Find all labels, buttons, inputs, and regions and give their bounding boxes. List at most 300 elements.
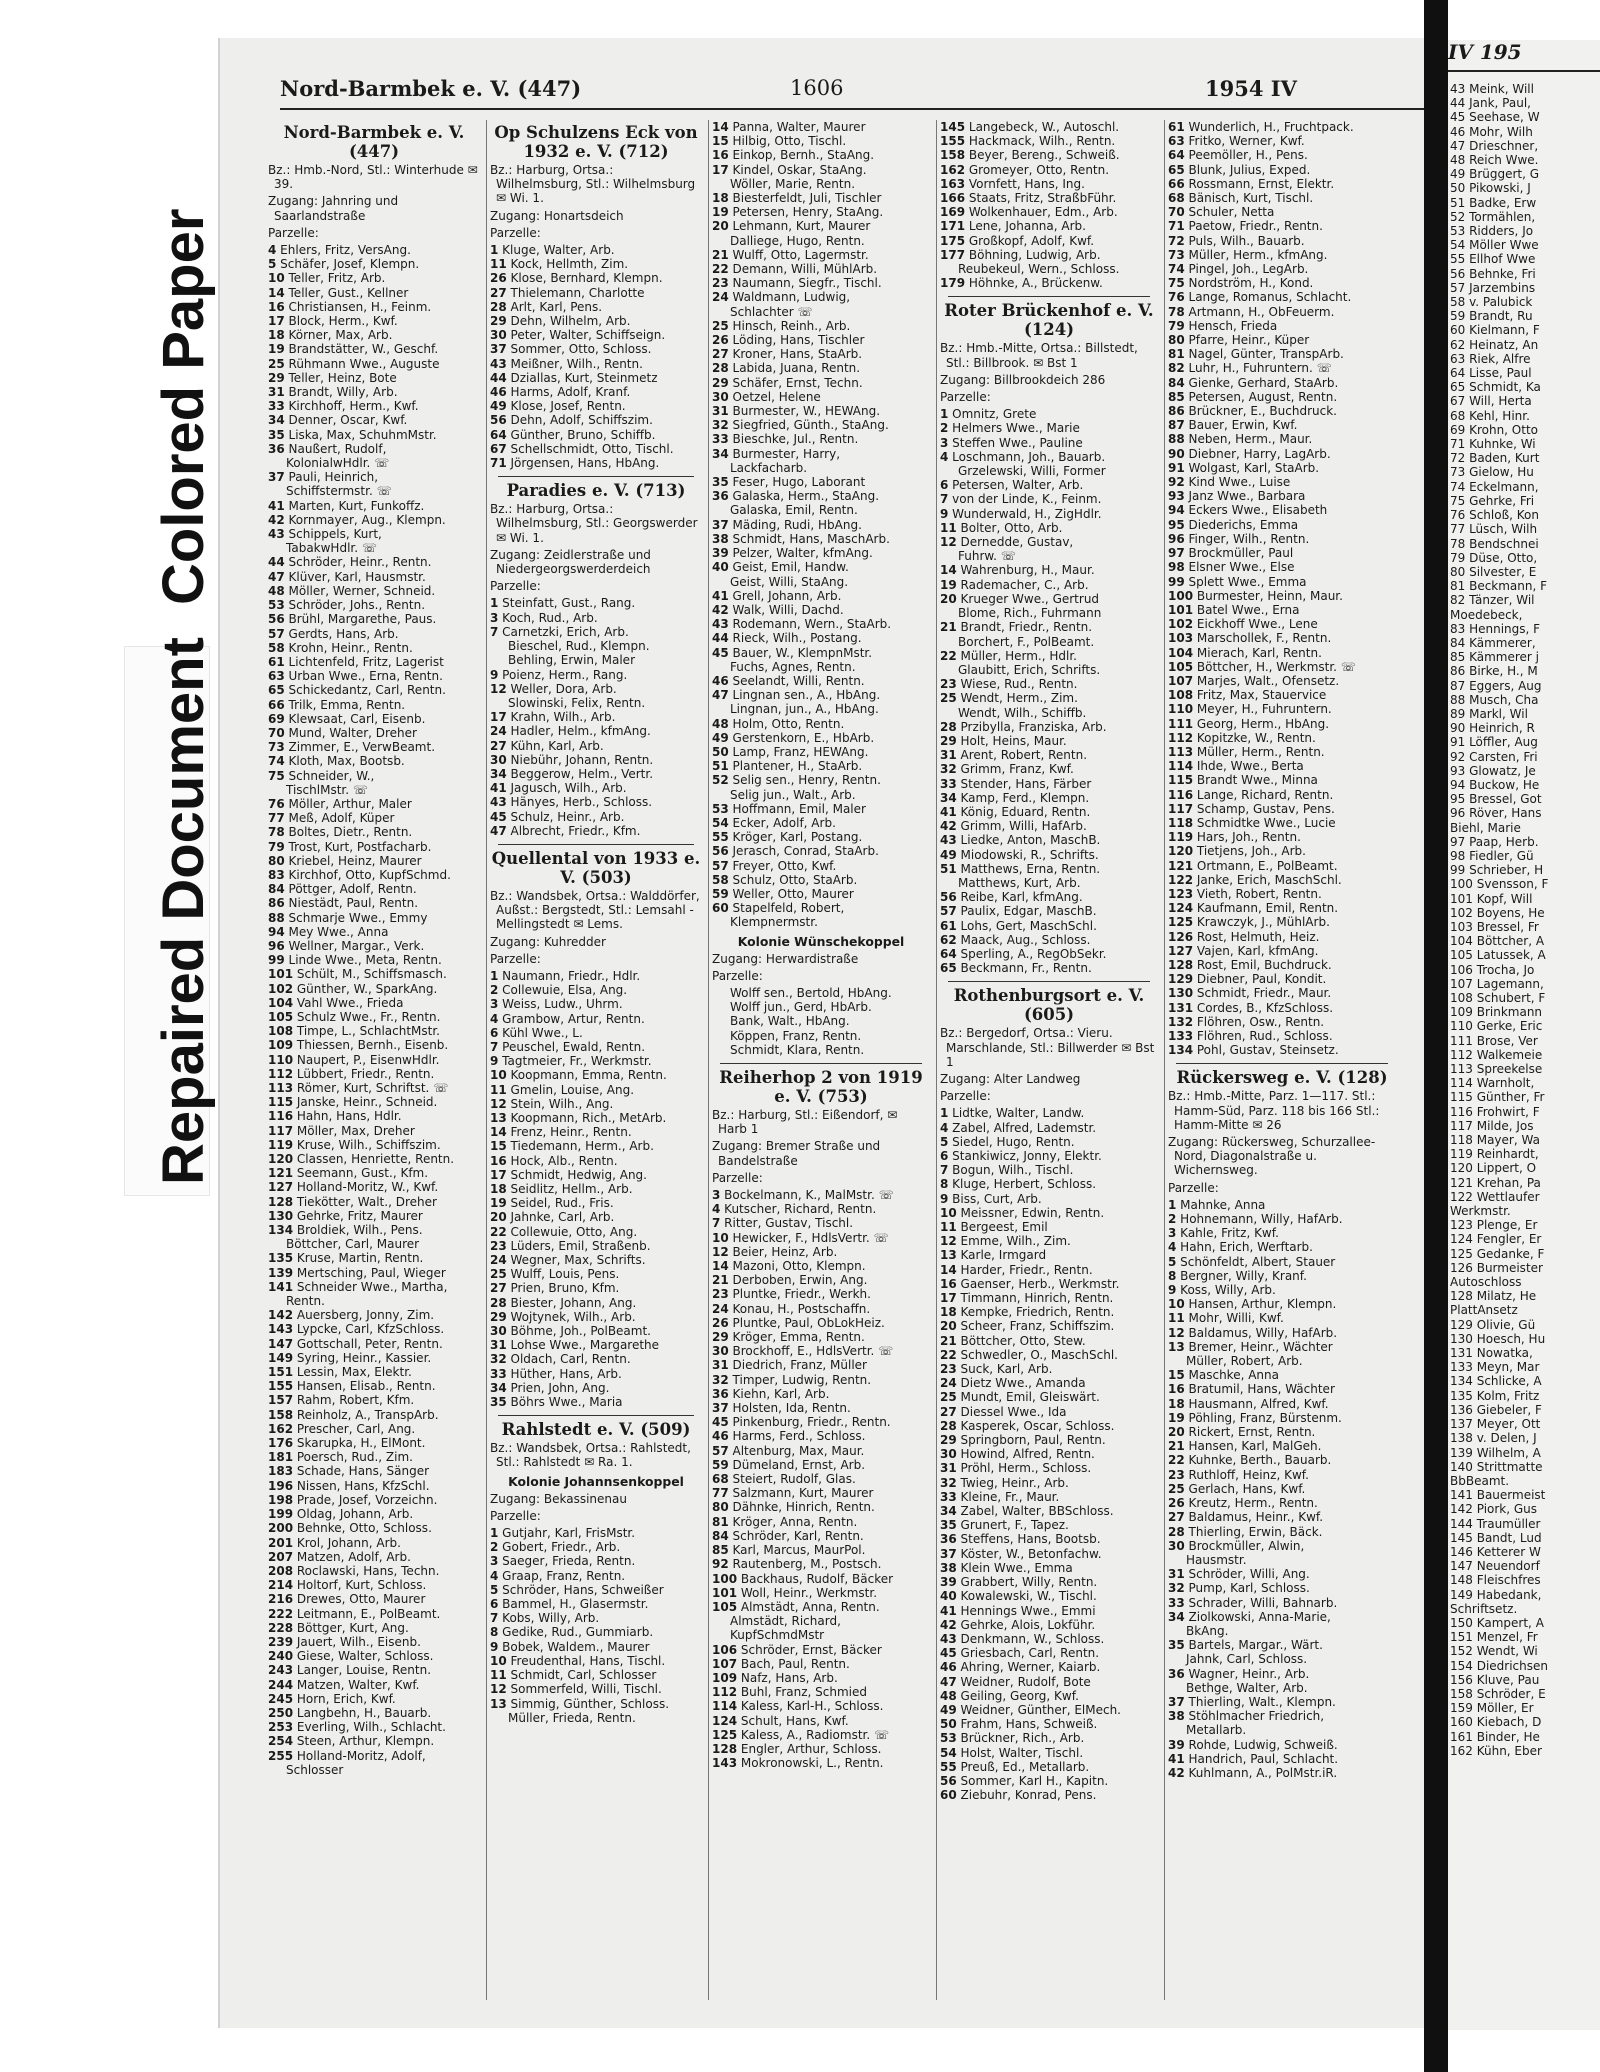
- plot-number: 79: [268, 839, 285, 854]
- occupant-text: Dümeland, Ernst, Arb.: [728, 1457, 866, 1472]
- list-item: [712, 901, 930, 915]
- list-item: [490, 1182, 702, 1196]
- plot-number: 76: [268, 796, 285, 811]
- plot-number: 27: [1168, 1510, 1185, 1525]
- occupant-text: Kornmayer, Aug., Klempn.: [284, 512, 446, 527]
- list-item: 137 Meyer, Ott: [1450, 1417, 1541, 1432]
- list-item: [268, 1038, 480, 1052]
- plot-number: 43: [940, 1631, 957, 1646]
- plot-number: 64: [490, 427, 507, 442]
- plot-number: 41: [940, 804, 957, 819]
- list-item: 72 Baden, Kurt: [1450, 451, 1540, 466]
- occupant-text: Wendt, Herm., Zim.: [956, 691, 1078, 706]
- list-item: [1168, 148, 1396, 162]
- plot-number: 2: [940, 421, 949, 436]
- list-item: [712, 276, 930, 290]
- plot-number: 124: [712, 1713, 738, 1728]
- occupant-text: Schäfer, Ernst, Techn.: [728, 375, 863, 390]
- list-item: [712, 1330, 930, 1344]
- plot-number: 29: [490, 1309, 507, 1324]
- occupant-text: Lohse Wwe., Margarethe: [506, 1338, 660, 1353]
- occupant-text: Bauer, W., KlempnMstr.: [728, 645, 873, 660]
- plot-number: 121: [268, 1166, 294, 1181]
- plot-number: 26: [712, 1315, 729, 1330]
- plot-number: 55: [940, 1759, 957, 1774]
- occupant-text: Everling, Wilh., Schlacht.: [293, 1720, 446, 1735]
- list-item: [712, 1231, 930, 1245]
- plot-number: 81: [712, 1514, 729, 1529]
- plot-number: 42: [268, 512, 285, 527]
- list-item: [712, 816, 930, 830]
- occupant-text: Hensch, Frieda: [1184, 318, 1278, 333]
- plot-number: 151: [268, 1365, 294, 1380]
- list-item: [940, 1334, 1158, 1348]
- occupant-text: Siedel, Hugo, Rentn.: [948, 1134, 1075, 1149]
- occupant-text: Schmidt, Carl, Schlosser: [506, 1668, 657, 1683]
- occupant-text: Dähnke, Hinrich, Rentn.: [728, 1500, 875, 1515]
- occupant-text: Maschke, Anna: [1184, 1368, 1279, 1383]
- plot-number: 38: [940, 1560, 957, 1575]
- list-item: [490, 1395, 702, 1409]
- list-item: [712, 1216, 930, 1230]
- list-item: [712, 361, 930, 375]
- list-item: [268, 1251, 480, 1265]
- list-item: [1168, 688, 1396, 702]
- occupant-text: Koss, Willy, Arb.: [1176, 1283, 1276, 1298]
- list-item: [940, 1717, 1158, 1731]
- occupant-text: Mierach, Karl, Rentn.: [1193, 645, 1322, 660]
- plot-number: 23: [1168, 1467, 1185, 1482]
- plot-number: 9: [1168, 1283, 1177, 1298]
- plot-number: 26: [490, 271, 507, 286]
- occupant-text: Löding, Hans, Tischler: [728, 333, 865, 348]
- plot-number: 55: [712, 830, 729, 845]
- occupant-text: Wunderlich, H., Fruchtpack.: [1184, 120, 1354, 134]
- occupant-text: Janke, Erich, MaschSchl.: [1193, 872, 1342, 887]
- plot-number: 133: [1168, 1029, 1194, 1043]
- list-item: [490, 413, 702, 427]
- occupant-text: Naumann, Siegfr., Tischl.: [728, 276, 882, 291]
- list-item: [712, 1500, 930, 1514]
- plot-number: 64: [1168, 148, 1185, 163]
- list-item: [940, 1689, 1158, 1703]
- list-item: 55 Ellhof Wwe: [1450, 252, 1536, 267]
- occupant-text: Kuhlmann, A., PolMstr.iR.: [1184, 1765, 1338, 1780]
- occupant-text: Grimm, Willi, HafArb.: [956, 819, 1087, 834]
- list-item: 80 Silvester, E: [1450, 564, 1537, 579]
- list-item: [712, 1444, 930, 1458]
- occupant-text: Geist, Emil, Handw.: [728, 560, 849, 575]
- occupant-text: Kloth, Max, Bootsb.: [284, 754, 405, 769]
- list-item: 115 Günther, Fr: [1450, 1090, 1545, 1105]
- list-item: [268, 584, 480, 598]
- list-item: 64 Lisse, Paul: [1450, 366, 1532, 381]
- plot-number: 105: [268, 1009, 294, 1024]
- plot-number: 22: [1168, 1453, 1185, 1468]
- occupant-text: Kempke, Friedrich, Rentn.: [956, 1305, 1115, 1320]
- occupant-text: Schröder, Willi, Ang.: [1184, 1567, 1310, 1582]
- list-item: [268, 1564, 480, 1578]
- occupant-text: Engler, Arthur, Schloss.: [737, 1741, 882, 1756]
- plot-number: 25: [1168, 1481, 1185, 1496]
- occupant-text: Böhme, Joh., PolBeamt.: [506, 1324, 651, 1339]
- occupant-text: Gienke, Gerhard, StaArb.: [1184, 375, 1339, 390]
- list-item: [1168, 1596, 1396, 1610]
- occupant-text: Prescher, Carl, Ang.: [293, 1421, 416, 1436]
- plot-number: 100: [712, 1571, 738, 1586]
- list-item: 65 Schmidt, Ka: [1450, 380, 1541, 395]
- plot-number: 73: [268, 740, 285, 755]
- plot-number: 39: [712, 546, 729, 561]
- occupant-text: Geiling, Georg, Kwf.: [956, 1688, 1079, 1703]
- plot-number: 59: [712, 1457, 729, 1472]
- plot-number: 31: [490, 1338, 507, 1353]
- list-item: [712, 1259, 930, 1273]
- list-item: [1168, 191, 1396, 205]
- list-item: [268, 1152, 480, 1166]
- list-item: [268, 328, 480, 342]
- list-item: [712, 773, 930, 787]
- section-info: Bz.: Harburg, Stl.: Eißendorf, ✉ Harb 1: [712, 1108, 898, 1137]
- occupant-text: Fritko, Werner, Kwf.: [1184, 134, 1305, 149]
- plot-number: 3: [490, 997, 499, 1012]
- plot-number: 23: [490, 1238, 507, 1253]
- occupant-text: Carnetzki, Erich, Arb.: [498, 624, 629, 639]
- occupant-text: Boltes, Dietr., Rentn.: [284, 825, 413, 840]
- plot-number: 53: [940, 1731, 957, 1746]
- plot-number: 64: [940, 946, 957, 961]
- list-item: [1168, 163, 1396, 177]
- plot-number: 32: [940, 1475, 957, 1490]
- list-item: [940, 961, 1158, 975]
- plot-number: 177: [940, 247, 966, 262]
- list-item: [490, 1040, 702, 1054]
- plot-number: 32: [1168, 1581, 1185, 1596]
- list-item: [490, 328, 702, 342]
- plot-number: 45: [712, 645, 729, 660]
- list-item: 89 Markl, Wil: [1450, 706, 1528, 721]
- list-item: [1168, 986, 1396, 1000]
- occupant-text: Kruse, Martin, Rentn.: [293, 1251, 424, 1266]
- plot-number: 30: [490, 328, 507, 343]
- plot-number: 17: [490, 710, 507, 725]
- plot-number: 86: [1168, 404, 1185, 419]
- list-item: [1168, 1539, 1396, 1553]
- list-item-continuation: Böttcher, Carl, Maurer: [286, 1237, 420, 1252]
- occupant-text: Biss, Curt, Arb.: [948, 1191, 1042, 1206]
- plot-number: 44: [712, 631, 729, 646]
- occupant-text: Teller, Fritz, Arb.: [284, 271, 386, 286]
- list-item: [490, 1324, 702, 1338]
- section-info: Parzelle:: [490, 951, 541, 966]
- occupant-text: Holt, Heins, Maur.: [956, 733, 1067, 748]
- occupant-text: Klewsaat, Carl, Eisenb.: [284, 711, 426, 726]
- occupant-text: Ortmann, E., PolBeamt.: [1193, 858, 1338, 873]
- plot-number: 11: [940, 1220, 957, 1235]
- plot-number: 29: [712, 1330, 729, 1345]
- list-item: 131 Nowatka,: [1450, 1346, 1533, 1361]
- plot-number: 10: [1168, 1297, 1185, 1312]
- list-item: [1168, 205, 1396, 219]
- plot-number: 41: [712, 588, 729, 603]
- list-item: [490, 1054, 702, 1068]
- list-item: [1168, 575, 1396, 589]
- list-item: [712, 1387, 930, 1401]
- plot-number: 105: [1168, 659, 1194, 674]
- occupant-text: Demann, Willi, MühlArb.: [728, 262, 878, 277]
- occupant-text: Bergeest, Emil: [956, 1220, 1048, 1235]
- plot-number: 74: [1168, 262, 1185, 277]
- occupant-text: Pauli, Heinrich,: [284, 470, 379, 485]
- list-item: [712, 1202, 930, 1216]
- occupant-text: Meyer, H., Fuhruntern.: [1193, 702, 1332, 717]
- occupant-text: Graap, Franz, Rentn.: [498, 1568, 626, 1583]
- occupant-text: Bartels, Margar., Wärt.: [1184, 1638, 1323, 1653]
- list-item-continuation: Schlosser: [286, 1762, 344, 1777]
- occupant-text: Krahn, Wilh., Arb.: [506, 710, 616, 725]
- plot-number: 107: [1168, 673, 1194, 688]
- list-item: [268, 1379, 480, 1393]
- plot-number: 1: [490, 968, 499, 983]
- occupant-text: Arlt, Karl, Pens.: [506, 299, 603, 314]
- section-info: Bz.: Hmb.-Mitte, Ortsa.: Billstedt, Stl.: Billbrook. ✉ Bst 1: [940, 341, 1138, 370]
- plot-number: 222: [268, 1606, 294, 1621]
- plot-number: 42: [940, 819, 957, 834]
- list-item: 159 Möller, Er: [1450, 1701, 1534, 1716]
- list-item: [268, 612, 480, 626]
- list-item: [268, 754, 480, 768]
- occupant-text: Kopitzke, W., Rentn.: [1193, 730, 1316, 745]
- list-item: [268, 726, 480, 740]
- plot-number: 57: [712, 858, 729, 873]
- list-item: [268, 1706, 480, 1720]
- plot-number: 14: [940, 563, 957, 578]
- list-item-continuation: Lingnan, jun., A., HbAng.: [730, 702, 879, 717]
- list-item: [1168, 177, 1396, 191]
- plot-number: 81: [1168, 347, 1185, 362]
- occupant-text: Karle, Irmgard: [956, 1248, 1047, 1263]
- plot-number: 243: [268, 1663, 294, 1678]
- list-item: 54 Möller Wwe: [1450, 238, 1539, 253]
- occupant-text: Lypcke, Carl, KfzSchloss.: [293, 1322, 445, 1337]
- list-item: [1168, 901, 1396, 915]
- plot-number: 24: [940, 1376, 957, 1391]
- list-item: [490, 1697, 702, 1711]
- list-item: [1168, 844, 1396, 858]
- plot-number: 35: [712, 475, 729, 490]
- plot-number: 196: [268, 1478, 294, 1493]
- occupant-text: Weidner, Günther, ElMech.: [956, 1702, 1121, 1717]
- occupant-text: Günther, Bruno, Schiffb.: [506, 427, 656, 442]
- plot-number: 18: [712, 191, 729, 206]
- occupant-text: Wellner, Margar., Verk.: [284, 938, 425, 953]
- list-item: [712, 688, 930, 702]
- occupant-text: Burmester, Harry,: [728, 446, 841, 461]
- plot-number: 57: [712, 1443, 729, 1458]
- plot-number: 4: [940, 1120, 949, 1135]
- plot-number: 22: [940, 648, 957, 663]
- plot-number: 21: [712, 247, 729, 262]
- plot-number: 109: [712, 1670, 738, 1685]
- list-item: [940, 862, 1158, 876]
- occupant-text: Steffen Wwe., Pauline: [948, 435, 1083, 450]
- list-item: [268, 1124, 480, 1138]
- occupant-text: Schröder, Johs., Rentn.: [284, 598, 426, 613]
- occupant-text: Pöttger, Adolf, Rentn.: [284, 882, 417, 897]
- list-item: 69 Krohn, Otto: [1450, 422, 1539, 437]
- list-item: [1168, 972, 1396, 986]
- occupant-text: Müller, Herm., kfmAng.: [1184, 247, 1328, 262]
- plot-number: 87: [1168, 418, 1185, 433]
- list-item: [940, 649, 1158, 663]
- list-item-continuation: Schlachter ☏: [730, 304, 813, 319]
- list-item: [940, 450, 1158, 464]
- list-item: [940, 248, 1158, 262]
- occupant-text: Langer, Louise, Rentn.: [293, 1663, 432, 1678]
- plot-number: 12: [712, 1244, 729, 1259]
- list-item: [940, 1419, 1158, 1433]
- occupant-text: Gerdts, Hans, Arb.: [284, 626, 399, 641]
- plot-number: 25: [712, 318, 729, 333]
- list-item: [712, 1486, 930, 1500]
- occupant-text: Holland-Moritz, W., Kwf.: [293, 1180, 439, 1195]
- list-item: [268, 1734, 480, 1748]
- plot-number: 20: [940, 591, 957, 606]
- occupant-text: Lohs, Gert, MaschSchl.: [956, 918, 1097, 933]
- plot-number: 31: [268, 385, 285, 400]
- occupant-text: Diedrich, Franz, Müller: [728, 1358, 867, 1373]
- plot-number: 9: [490, 667, 499, 682]
- occupant-text: Zimmer, E., VerwBeamt.: [284, 740, 436, 755]
- list-item: [1168, 788, 1396, 802]
- occupant-text: Kröger, Anna, Rentn.: [728, 1514, 858, 1529]
- list-item: [490, 1310, 702, 1324]
- occupant-text: Sperling, A., RegObSekr.: [956, 946, 1107, 961]
- occupant-text: Beggerow, Helm., Vertr.: [506, 766, 654, 781]
- plot-number: 19: [1168, 1410, 1185, 1425]
- plot-number: 3: [490, 610, 499, 625]
- list-item: [268, 1464, 480, 1478]
- plot-number: 96: [1168, 531, 1185, 546]
- plot-number: 29: [712, 375, 729, 390]
- occupant-text: Kasperek, Oscar, Schloss.: [956, 1418, 1115, 1433]
- list-item: [712, 432, 930, 446]
- plot-number: 30: [490, 752, 507, 767]
- occupant-text: Beckmann, Fr., Rentn.: [956, 961, 1092, 976]
- occupant-text: Prade, Josef, Vorzeichn.: [293, 1492, 438, 1507]
- list-item: 107 Lagemann,: [1450, 976, 1544, 991]
- section-rule: [498, 1415, 694, 1416]
- plot-number: 183: [268, 1464, 294, 1479]
- list-item: [940, 1575, 1158, 1589]
- list-item: Autoschloss: [1450, 1275, 1522, 1290]
- plot-number: 95: [1168, 517, 1185, 532]
- occupant-text: Thierling, Erwin, Bäck.: [1184, 1524, 1323, 1539]
- plot-number: 34: [940, 790, 957, 805]
- list-item: [490, 1569, 702, 1583]
- plot-number: 128: [1168, 957, 1194, 972]
- list-item: [1168, 134, 1396, 148]
- occupant-text: Pfarre, Heinr., Küper: [1184, 333, 1310, 348]
- list-item: [490, 767, 702, 781]
- plot-number: 127: [1168, 943, 1194, 958]
- list-item: [940, 1305, 1158, 1319]
- list-item: [268, 882, 480, 896]
- occupant-text: Hilbig, Otto, Tischl.: [728, 134, 847, 149]
- plot-number: 58: [268, 640, 285, 655]
- list-item: [1168, 1198, 1396, 1212]
- plot-number: 17: [712, 162, 729, 177]
- occupant-text: Brandstätter, W., Geschf.: [284, 342, 439, 357]
- plot-number: 91: [1168, 460, 1185, 475]
- occupant-text: Georg, Herm., HbAng.: [1193, 716, 1330, 731]
- list-item: [940, 833, 1158, 847]
- occupant-text: Denkmann, W., Schloss.: [956, 1631, 1105, 1646]
- plot-number: 65: [1168, 162, 1185, 177]
- occupant-text: Pelzer, Walter, kfmAng.: [728, 546, 873, 561]
- occupant-text: Hausmann, Alfred, Kwf.: [1184, 1396, 1329, 1411]
- list-item: [490, 997, 702, 1011]
- list-item: 47 Drieschner,: [1450, 138, 1539, 153]
- plot-number: 61: [1168, 120, 1185, 134]
- section-info: Parzelle:: [268, 225, 319, 240]
- list-item: [940, 1348, 1158, 1362]
- plot-number: 108: [268, 1024, 294, 1039]
- occupant-text: Gehrke, Fritz, Maurer: [293, 1208, 423, 1223]
- list-item: [1168, 944, 1396, 958]
- list-item: [712, 290, 930, 304]
- occupant-text: Klose, Bernhard, Klempn.: [506, 271, 663, 286]
- list-item: 118 Mayer, Wa: [1450, 1133, 1540, 1148]
- list-item: [1168, 1212, 1396, 1226]
- occupant-text: Klein Wwe., Emma: [956, 1560, 1073, 1575]
- list-item: [940, 1149, 1158, 1163]
- plot-number: 18: [490, 1182, 507, 1196]
- plot-number: 1: [940, 1106, 949, 1121]
- plot-number: 112: [268, 1066, 294, 1081]
- list-item: [1168, 1001, 1396, 1015]
- occupant-text: Gerlach, Hans, Kwf.: [1184, 1481, 1306, 1496]
- list-item: [490, 781, 702, 795]
- list-item: Werkmstr.: [1450, 1204, 1511, 1219]
- list-item: [712, 1245, 930, 1259]
- list-item: [940, 1263, 1158, 1277]
- occupant-text: Schrader, Willi, Bahnarb.: [1184, 1595, 1338, 1610]
- plot-number: 228: [268, 1620, 294, 1635]
- plot-number: 98: [1168, 560, 1185, 575]
- list-item: [268, 1223, 480, 1237]
- occupant-text: Kind Wwe., Luise: [1184, 475, 1291, 490]
- plot-number: 30: [490, 1324, 507, 1339]
- occupant-text: Lidtke, Walter, Landw.: [948, 1106, 1085, 1121]
- list-item: [712, 1657, 930, 1671]
- occupant-text: Seelandt, Willi, Rentn.: [728, 673, 865, 688]
- occupant-text: Holsten, Ida, Rentn.: [728, 1401, 851, 1416]
- list-item: [712, 646, 930, 660]
- occupant-text: Artmann, H., ObFeuerm.: [1184, 304, 1335, 319]
- list-item: [940, 1703, 1158, 1717]
- list-item: [712, 1756, 930, 1770]
- plot-number: 31: [712, 1358, 729, 1373]
- section-info: Parzelle:: [490, 579, 541, 594]
- plot-number: 74: [268, 754, 285, 769]
- list-item: [940, 1504, 1158, 1518]
- list-item: [1168, 1752, 1396, 1766]
- list-item: [940, 1461, 1158, 1475]
- plot-number: 34: [940, 1504, 957, 1519]
- list-item: [490, 1583, 702, 1597]
- plot-number: 16: [268, 299, 285, 314]
